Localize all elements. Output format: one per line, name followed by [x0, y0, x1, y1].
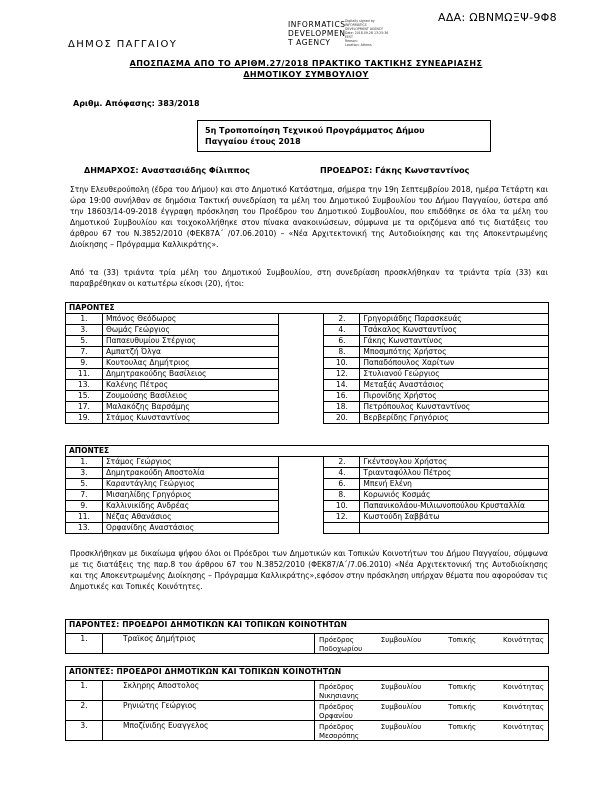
- role-word: Κοινότητας: [502, 636, 544, 644]
- column-gap: [278, 468, 324, 479]
- heading-line-1: ΑΠΟΣΠΑΣΜΑ ΑΠΟ ΤΟ ΑΡΙΘΜ.27/2018 ΠΡΑΚΤΙΚΟ ΤΑΚΤΙΚΗΣ ΣΥΝΕΔΡΙΑΣΗΣ: [129, 59, 483, 68]
- column-gap: [278, 402, 324, 413]
- role-words: [319, 702, 544, 712]
- member-number: 1.: [66, 457, 103, 468]
- role-word: Πρόεδρος: [319, 703, 354, 711]
- member-name: Γκέντσογλου Χρήστος: [360, 457, 549, 468]
- member-number: 8.: [324, 490, 360, 501]
- document-heading: [60, 58, 552, 80]
- member-number: 5.: [66, 479, 103, 490]
- member-name: Δημητρακούδης Βασίλειος: [102, 369, 278, 380]
- president-name: Τραϊκος Δημήτριος: [103, 634, 315, 654]
- member-name: Κουτουλας Δημήτριος: [102, 358, 278, 369]
- table-row: [66, 325, 549, 336]
- member-number: 8.: [324, 347, 360, 358]
- ada-code: ΑΔΑ: ΩΒΝΜΩΞΨ-9Φ8: [438, 11, 557, 24]
- member-name: Μπόνος Θεόδωρος: [102, 314, 278, 325]
- member-name: Θωμάς Γεώργιος: [102, 325, 278, 336]
- president-role: [315, 701, 549, 721]
- member-number: 17.: [66, 402, 103, 413]
- table-row: [66, 336, 549, 347]
- president-name: Ρηνιώτης Γεώργιος: [103, 701, 315, 721]
- member-name: Τριανταφύλλου Πέτρος: [360, 468, 549, 479]
- member-name: Κωστούδη Σαββάτω: [360, 512, 549, 523]
- member-number: 6.: [324, 479, 360, 490]
- role-word: Πρόεδρος: [319, 636, 354, 644]
- member-name: Μπενή Ελένη: [360, 479, 549, 490]
- member-number: 3.: [66, 468, 103, 479]
- column-gap: [278, 413, 324, 424]
- president-number: 1.: [66, 634, 103, 654]
- signature-detail: Date: 2018.09.28 13:25:36: [345, 31, 389, 35]
- digital-signature-agency: [288, 20, 346, 47]
- column-gap: [278, 380, 324, 391]
- table-row: [66, 347, 549, 358]
- member-number: 10.: [324, 501, 360, 512]
- presidents-paragraph: Προσκλήθηκαν με δικαίωμα ψήφου όλοι οι Πρόεδροι των Δημοτικών και Τοπικών Κοινοτήτων του Δήμου Παγγαίου, σύμφωνα με τις διατάξεις της παρ.8 του άρθρου 67 του Ν.3852/2010 (ΦΕΚ87/Α΄/7.06.2010) «Νέα Αρχιτεκτονική της Αυτοδιοίκησης και της Αποκεντρωμένης Διοίκησης – Πρόγραμμα Καλλικράτης»,εφόσον στην πρόσκληση υπήρχαν θέματα που αφορούσαν τις Δημοτικές και Τοπικές Κοινότητες.: [70, 549, 548, 591]
- member-name: Τσάκαλος Κωνσταντίνος: [360, 325, 549, 336]
- member-number: 14.: [324, 380, 360, 391]
- presidents-absent-header: ΑΠΟΝΤΕΣ: ΠΡΟΕΔΡΟΙ ΔΗΜΟΤΙΚΩΝ ΚΑΙ ΤΟΠΙΚΩΝ ΚΟΙΝΟΤΗΤΩΝ: [66, 667, 549, 681]
- member-name: Μεταξάς Αναστάσιος: [360, 380, 549, 391]
- signature-detail: INFORMATICS: [345, 23, 367, 27]
- role-words: [319, 682, 544, 692]
- member-name: Κορωνιός Κοσμάς: [360, 490, 549, 501]
- member-number: 10.: [324, 358, 360, 369]
- role-word: Συμβουλίου: [380, 683, 422, 691]
- member-number: 12.: [324, 512, 360, 523]
- member-number: 16.: [324, 391, 360, 402]
- role-word: Συμβουλίου: [380, 723, 422, 731]
- member-number: 9.: [66, 501, 103, 512]
- member-name: Δημητρακούδη Αποστολία: [102, 468, 278, 479]
- table-row: [66, 701, 549, 721]
- agency-line-2: DEVELOPMEN: [288, 29, 346, 38]
- member-name: Στάμος Γεώργιος: [102, 457, 278, 468]
- column-gap: [278, 490, 324, 501]
- member-number: 20.: [324, 413, 360, 424]
- signature-detail: Digitally signed by: [345, 19, 375, 23]
- column-gap: [278, 523, 324, 534]
- table-row: [66, 681, 549, 701]
- role-word: Τοπικής: [448, 723, 477, 731]
- member-name: Καλλινικίδης Ανδρέας: [102, 501, 278, 512]
- member-name: Πετρόπουλος Κωνσταντίνος: [360, 402, 549, 413]
- present-header: ΠΑΡΟΝΤΕΣ: [66, 303, 549, 314]
- absent-header: ΑΠΟΝΤΕΣ: [66, 446, 549, 457]
- member-name: Νέζας Αθανάσιος: [102, 512, 278, 523]
- member-name: Παπανικολάου-Μιλιωνοπούλου Κρυσταλλία: [360, 501, 549, 512]
- member-number: 4.: [324, 325, 360, 336]
- column-gap: [278, 325, 324, 336]
- member-number: [324, 523, 360, 534]
- president-number: 3.: [66, 721, 103, 741]
- decision-number: Αριθμ. Απόφασης: 383/2018: [73, 99, 200, 108]
- signature-details: [345, 19, 388, 47]
- table-row: [66, 721, 549, 741]
- member-name: Καραντάγλης Γεώργιος: [102, 479, 278, 490]
- presidents-present-header: ΠΑΡΟΝΤΕΣ: ΠΡΟΕΔΡΟΙ ΔΗΜΟΤΙΚΩΝ ΚΑΙ ΤΟΠΙΚΩΝ ΚΟΙΝΟΤΗΤΩΝ: [66, 620, 549, 634]
- table-row: [66, 457, 549, 468]
- table-row: [66, 358, 549, 369]
- member-name: Μισαηλίδης Γρηγόριος: [102, 490, 278, 501]
- member-number: 12.: [324, 369, 360, 380]
- member-number: 4.: [324, 468, 360, 479]
- heading-line-2: ΔΗΜΟΤΙΚΟΥ ΣΥΜΒΟΥΛΙΟΥ: [243, 70, 369, 79]
- community-name: Ποδοχωρίου: [319, 645, 363, 653]
- role-word: Συμβουλίου: [380, 703, 422, 711]
- column-gap: [278, 336, 324, 347]
- signature-detail: EEST: [345, 35, 353, 39]
- table-row: [66, 523, 549, 534]
- table-row: [66, 501, 549, 512]
- table-row: [66, 380, 549, 391]
- column-gap: [278, 391, 324, 402]
- member-name: [360, 523, 549, 534]
- member-number: 18.: [324, 402, 360, 413]
- column-gap: [278, 347, 324, 358]
- member-number: 11.: [66, 369, 103, 380]
- column-gap: [278, 479, 324, 490]
- member-name: Ορφανίδης Αναστάσιος: [102, 523, 278, 534]
- present-table: [65, 302, 549, 424]
- table-row: [66, 369, 549, 380]
- president-role: [315, 721, 549, 741]
- agency-line-1: INFORMATICS: [288, 20, 346, 29]
- table-row: [66, 634, 549, 654]
- absent-table: [65, 445, 549, 534]
- member-name: Γρηγοριάδης Παρασκευάς: [360, 314, 549, 325]
- role-word: Τοπικής: [448, 703, 477, 711]
- role-word: Πρόεδρος: [319, 683, 354, 691]
- member-number: 9.: [66, 358, 103, 369]
- table-row: [66, 402, 549, 413]
- role-word: Τοπικής: [448, 636, 477, 644]
- column-gap: [278, 369, 324, 380]
- member-name: Στάμος Κωνσταντίνος: [102, 413, 278, 424]
- role-word: Κοινότητας: [502, 683, 544, 691]
- member-name: Μαλακόζης Βαρσάμης: [102, 402, 278, 413]
- column-gap: [278, 512, 324, 523]
- role-word: Κοινότητας: [502, 703, 544, 711]
- member-name: Παπαευθυμίου Στέργιος: [102, 336, 278, 347]
- column-gap: [278, 358, 324, 369]
- community-name: Νικησιανης: [319, 692, 360, 700]
- intro-paragraph: Στην Ελευθερούπολη (έδρα του Δήμου) και στο Δημοτικό Κατάστημα, σήμερα την 19η Σεπτεμβρίου 2018, ημέρα Τετάρτη και ώρα 19:00 συνήλθαν σε δημόσια Τακτική συνεδρίαση τα μέλη του Δημοτικού Συμβουλίου του Δήμου Παγγαίου, ύστερα από την 18603/14-09-2018 έγγραφη πρόσκληση του Προέδρου του Δημοτικού Συμβουλίου, που επιδόθηκε σε όλα τα μέλη του Δημοτικού Συμβουλίου και τοιχοκολλήθηκε στον πίνακα ανακοινώσεων, σύμφωνα με τα οριζόμενα από τις διατάξεις του άρθρου 67 του Ν.3852/2010 (ΦΕΚ87Α΄ /07.06.2010) – «Νέα Αρχιτεκτονική της Αυτοδιοίκησης και της Αποκεντρωμένης Διοίκησης – Πρόγραμμα Καλλικράτης».: [70, 185, 548, 249]
- member-number: 15.: [66, 391, 103, 402]
- member-name: Ζουμούσης Βασίλειος: [102, 391, 278, 402]
- member-number: 2.: [324, 457, 360, 468]
- member-number: 11.: [66, 512, 103, 523]
- table-row: [66, 314, 549, 325]
- role-words: [319, 722, 544, 732]
- signature-detail: Location: Athens: [345, 43, 372, 47]
- column-gap: [278, 457, 324, 468]
- table-row: [66, 490, 549, 501]
- member-name: Στυλιανού Γεώργιος: [360, 369, 549, 380]
- community-name: Ορφανίου: [319, 712, 353, 720]
- member-number: 1.: [66, 314, 103, 325]
- subject-line-1: 5η Τροποποίηση Τεχνικού Προγράμματος Δήμου: [205, 126, 425, 135]
- role-word: Κοινότητας: [502, 723, 544, 731]
- member-name: Καλένης Πέτρος: [102, 380, 278, 391]
- agency-line-3: T AGENCY: [288, 38, 331, 47]
- president-name: Σκληρης Αποστολος: [103, 681, 315, 701]
- municipality-name: ΔΗΜΟΣ ΠΑΓΓΑΙΟΥ: [68, 39, 178, 50]
- presidents-absent-table: [65, 666, 549, 741]
- member-name: Παπαδόπουλος Χαρίτων: [360, 358, 549, 369]
- president: ΠΡΟΕΔΡΟΣ: Γάκης Κωνσταντίνος: [320, 166, 470, 175]
- president-role: [315, 634, 549, 654]
- member-number: 6.: [324, 336, 360, 347]
- column-gap: [278, 314, 324, 325]
- attendance-paragraph: Από τα (33) τριάντα τρία μέλη του Δημοτικού Συμβουλίου, στη συνεδρίαση προσκλήθηκαν τα τριάντα τρία (33) και παραβρέθηκαν οι κατωτέρω είκοσι (20), ήτοι:: [70, 268, 548, 288]
- president-number: 1.: [66, 681, 103, 701]
- member-number: 5.: [66, 336, 103, 347]
- member-number: 7.: [66, 490, 103, 501]
- presidents-present-table: [65, 619, 549, 654]
- signature-detail: Reason:: [345, 39, 358, 43]
- president-number: 2.: [66, 701, 103, 721]
- role-word: Πρόεδρος: [319, 723, 354, 731]
- member-name: Πιρονίδης Χρήστος: [360, 391, 549, 402]
- column-gap: [278, 501, 324, 512]
- table-row: [66, 512, 549, 523]
- member-name: Αμπατζή Όλγα: [102, 347, 278, 358]
- mayor: ΔΗΜΑΡΧΟΣ: Αναστασιάδης Φίλιππος: [84, 166, 250, 175]
- table-row: [66, 391, 549, 402]
- subject-box: [197, 120, 491, 152]
- president-role: [315, 681, 549, 701]
- member-name: Γάκης Κωνσταντίνος: [360, 336, 549, 347]
- member-number: 3.: [66, 325, 103, 336]
- table-row: [66, 479, 549, 490]
- member-name: Μποσμπότης Χρήστος: [360, 347, 549, 358]
- member-name: Βερβερίδης Γρηγόριος: [360, 413, 549, 424]
- member-number: 13.: [66, 523, 103, 534]
- subject-line-2: Παγγαίου έτους 2018: [205, 137, 301, 146]
- community-name: Μεσορόπης: [319, 732, 360, 740]
- table-row: [66, 468, 549, 479]
- table-row: [66, 413, 549, 424]
- member-number: 7.: [66, 347, 103, 358]
- member-number: 19.: [66, 413, 103, 424]
- role-words: [319, 635, 544, 645]
- member-number: 13.: [66, 380, 103, 391]
- signature-detail: DEVELOPMENT AGENCY: [345, 27, 383, 31]
- president-name: Μποζίνιδης Ευαγγελος: [103, 721, 315, 741]
- member-number: 2.: [324, 314, 360, 325]
- role-word: Συμβουλίου: [380, 636, 422, 644]
- role-word: Τοπικής: [448, 683, 477, 691]
